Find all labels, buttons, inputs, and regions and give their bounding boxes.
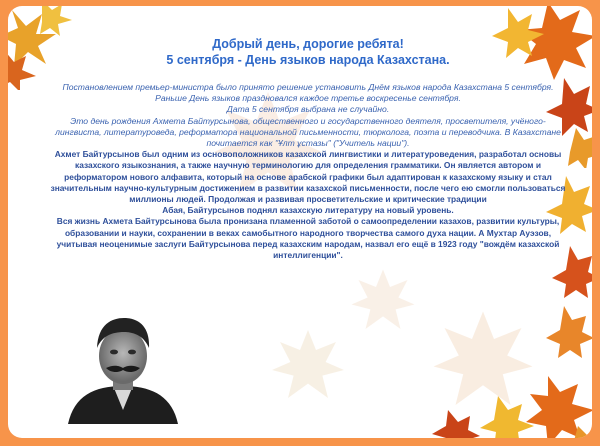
faint-leaf-decoration [268,326,348,406]
document-frame [8,6,592,438]
legacy-paragraph: Вся жизнь Ахмета Байтурсынова была пронизана пламенной заботой о самоопределении казахов, развитии культуры, образовании и науки, сохранении в веках самобытного народного творчества самого духа нации. А Мухтар Ауэзов, учитывая неоценимые заслуги Байтурсынова перед казахским народам, назвал его ещё в 1923 году "вождём казахской интеллигенции". [56,216,560,261]
intro-date-note: Дата 5 сентября выбрана не случайно. [226,104,390,115]
portrait-image [64,306,182,424]
holiday-title: 5 сентября - День языков народа Казахстана. [166,53,450,67]
faint-leaf-decoration [348,266,418,336]
autumn-leaves-bottom-right [418,366,592,438]
biography-section [48,149,568,261]
biography-paragraph: Ахмет Байтурсынов был одним из основоположников казахской лингвистики и литературоведения, разработал основы казахского языкознания, а также научную терминологию для определения грамматики. Он является автором и реформатором нового алфавита, который на основе арабской графики был адаптирован к казахскому языку и стал значительным научно-культурным достижением в развитии казахской письменности, после чего ею смогли пользоваться миллионы людей. Продолжая и развивая просветительские и критические традиции [50,149,566,205]
intro-paragraph: Постановлением премьер-министра было принято решение установить Днём языков народа Казахстана 5 сентября. Раньше День языков праздновался каждое третье воскресенье сентября. [62,82,554,104]
abai-paragraph: Абая, Байтурсынов поднял казахскую литературу на новый уровень. [162,205,454,216]
article [48,36,568,261]
greeting-title: Добрый день, дорогие ребята! [212,37,404,51]
intro-section [48,82,568,149]
intro-birthday-paragraph: Это день рождения Ахмета Байтурсынова, общественного и государственного деятеля, просветителя, учёного-лингвиста, литературоведа, реформатора национальной письменности, тюрколога, поэта и переводчика. В Казахстане почитается как "Ұлт ұстазы" ("Учитель нации"). [55,115,561,149]
